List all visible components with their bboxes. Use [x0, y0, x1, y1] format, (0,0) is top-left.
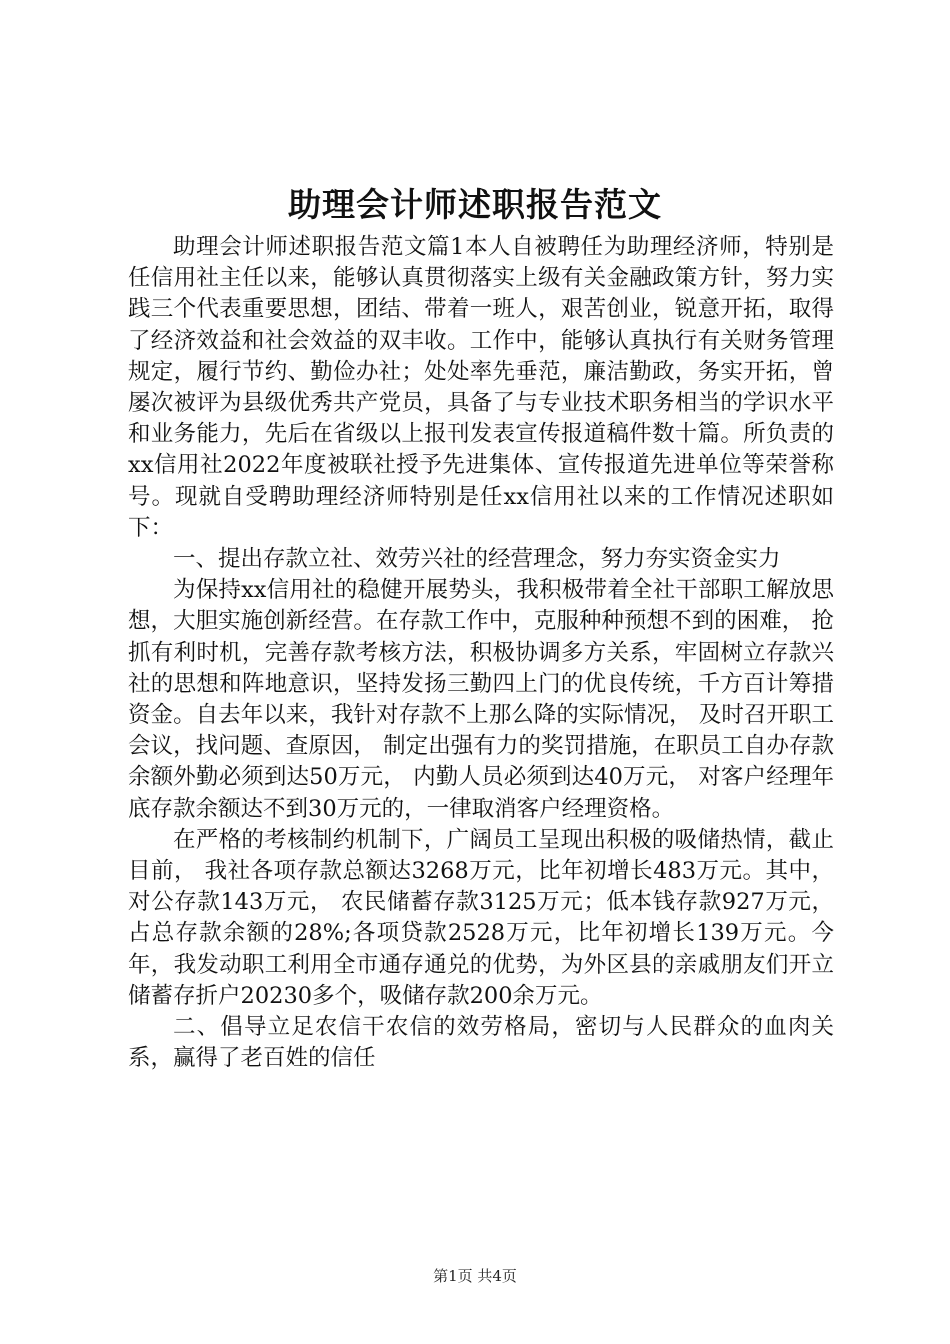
document-body — [128, 232, 834, 1074]
paragraph-deposits: 为保持xx信用社的稳健开展势头，我积极带着全社干部职工解放思想，大胆实施创新经营。在存款工作中，克服种种预想不到的困难， 抢抓有利时机，完善存款考核方法，积极协调多方关系，牢固树立存款兴社的思想和阵地意识，坚持发扬三勤四上门的优良传统，千方百计筹措资金。自去年以来，我针对存款不上那么降的实际情况， 及时召开职工会议，找问题、查原因， 制定出强有力的奖罚措施，在职员工自办存款余额外勤必须到达50万元， 内勤人员必须到达40万元， 对客户经理年底存款余额达不到30万元的，一律取消客户经理资格。 — [128, 577, 834, 822]
page-footer: 第1页 共4页 — [433, 1267, 517, 1285]
paragraph-intro: 助理会计师述职报告范文篇1本人自被聘任为助理经济师，特别是任信用社主任以来，能够认真贯彻落实上级有关金融政策方针，努力实践三个代表重要思想，团结、带着一班人，艰苦创业，锐意开拓，取得了经济效益和社会效益的双丰收。工作中，能够认真执行有关财务管理规定，履行节约、勤俭办社；处处率先垂范，廉洁勤政，务实开拓，曾屡次被评为县级优秀共产党员，具备了与专业技术职务相当的学识水平和业务能力，先后在省级以上报刊发表宣传报道稿件数十篇。所负责的xx信用社2022年度被联社授予先进集体、宣传报道先进单位等荣誉称号。现就自受聘助理经济师特别是任xx信用社以来的工作情况述职如下： — [128, 234, 834, 541]
paragraph-results: 在严格的考核制约机制下，广阔员工呈现出积极的吸储热情，截止目前， 我社各项存款总额达3268万元，比年初增长483万元。其中，对公存款143万元， 农民储蓄存款3125万元；低本钱存款927万元，占总存款余额的28%;各项贷款2528万元，比年初增长139万元。今年，我发动职工利用全市通存通兑的优势，为外区县的亲戚朋友们开立储蓄存折户20230多个，吸储存款200余万元。 — [128, 826, 834, 1009]
section-heading-2: 二、倡导立足农信干农信的效劳格局，密切与人民群众的血肉关系，赢得了老百姓的信任 — [128, 1014, 834, 1072]
section-heading-1: 一、提出存款立社、效劳兴社的经营理念，努力夯实资金实力 — [173, 546, 781, 573]
document-title: 助理会计师述职报告范文 — [288, 185, 662, 224]
